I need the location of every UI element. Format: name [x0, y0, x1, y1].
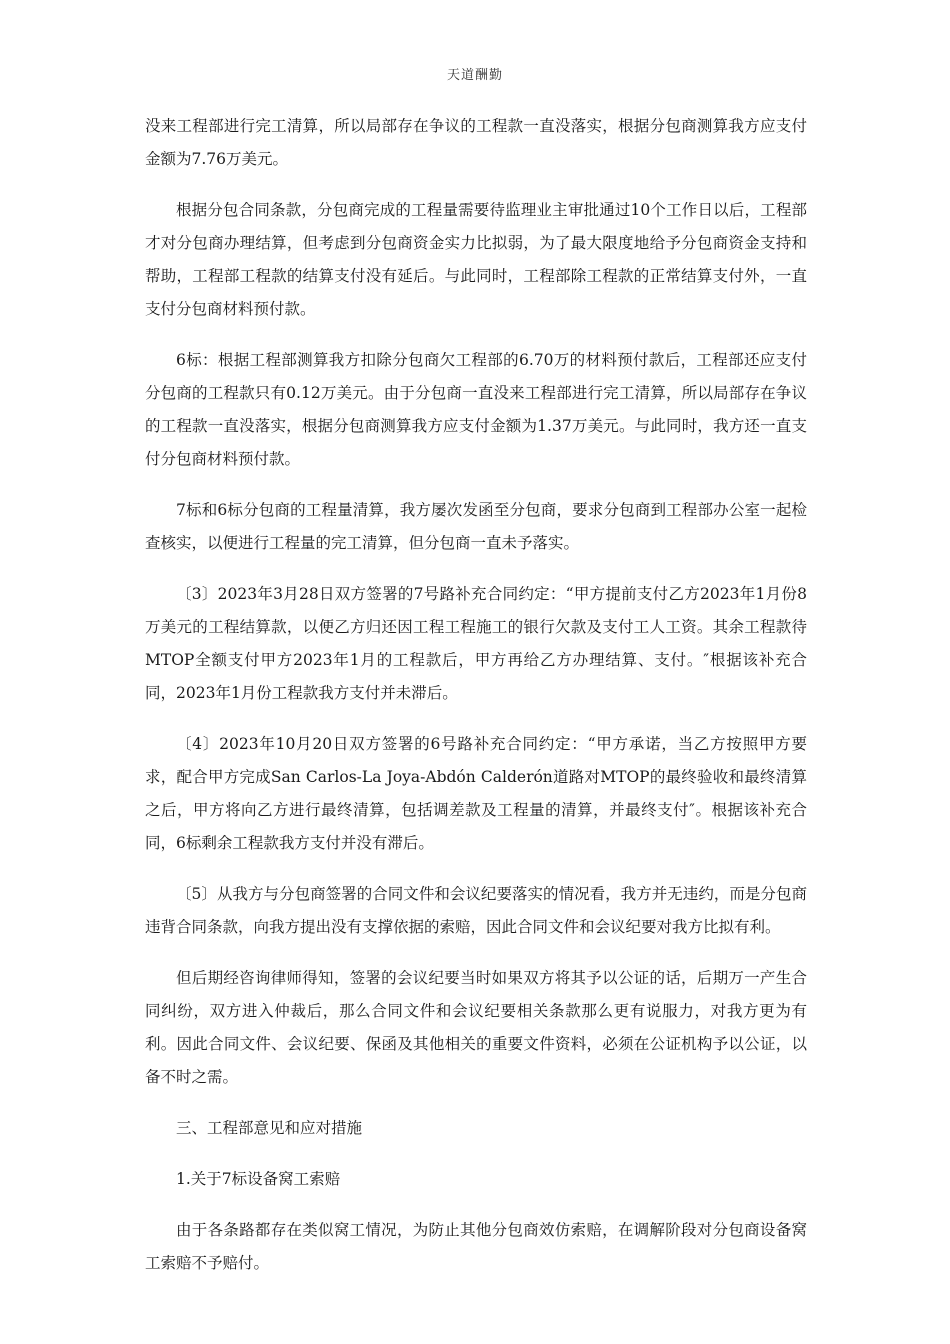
sub-heading: 1.关于7标设备窝工索赔 — [176, 1170, 341, 1188]
paragraph-settlement-terms: 根据分包合同条款，分包商完成的工程量需要待监理业主审批通过10个工作日以后，工程部才对分包商办理结算，但考虑到分包商资金实力比拟弱，为了最大限度地给予分包商资金支持和帮助，工程部工程款的结算支付没有延后。与此同时，工程部除工程款的正常结算支付外，一直支付分包商材料预付款。 — [145, 201, 807, 318]
document-body — [145, 110, 807, 1298]
paragraph-item-4: 〔4〕2023年10月20日双方签署的6号路补充合同约定：“甲方承诺，当乙方按照甲方要求，配合甲方完成San Carlos-La Joya-Abdón Calderón道路对MTOP的最终验收和最终清算之后，甲方将向乙方进行最终清算，包括调差款及工程量的清算，并最终支付″。根据该补充合同，6标剩余工程款我方支付并没有滞后。 — [145, 735, 807, 852]
paragraph-section-7-and-6: 7标和6标分包商的工程量清算，我方屡次发函至分包商，要求分包商到工程部办公室一起检查核实，以便进行工程量的完工清算，但分包商一直未予落实。 — [145, 501, 807, 552]
section-heading: 三、工程部意见和应对措施 — [176, 1119, 363, 1137]
page-header: 天道酬勤 — [446, 68, 503, 83]
paragraph-final: 由于各条路都存在类似窝工情况，为防止其他分包商效仿索赔，在调解阶段对分包商设备窝工索赔不予赔付。 — [145, 1221, 807, 1272]
paragraph-item-3: 〔3〕2023年3月28日双方签署的7号路补充合同约定：“甲方提前支付乙方2023年1月份8万美元的工程结算款，以便乙方归还因工程工程施工的银行欠款及支付工人工资。其余工程款待MTOP全额支付甲方2023年1月的工程款后，甲方再给乙方办理结算、支付。″根据该补充合同，2023年1月份工程款我方支付并未滞后。 — [145, 585, 807, 702]
paragraph-item-5: 〔5〕从我方与分包商签署的合同文件和会议纪要落实的情况看，我方并无违约，而是分包商违背合同条款，向我方提出没有支撑依据的索赔，因此合同文件和会议纪要对我方比拟有利。 — [145, 885, 807, 936]
paragraph-section-6: 6标：根据工程部测算我方扣除分包商欠工程部的6.70万的材料预付款后，工程部还应支付分包商的工程款只有0.12万美元。由于分包商一直没来工程部进行完工清算，所以局部存在争议的工程款一直没落实，根据分包商测算我方应支付金额为1.37万美元。与此同时，我方还一直支付分包商材料预付款。 — [145, 351, 807, 468]
paragraph-lawyer-advice: 但后期经咨询律师得知，签署的会议纪要当时如果双方将其予以公证的话，后期万一产生合同纠纷，双方进入仲裁后，那么合同文件和会议纪要相关条款那么更有说服力，对我方更为有利。因此合同文件、会议纪要、保函及其他相关的重要文件资料，必须在公证机构予以公证，以备不时之需。 — [145, 969, 807, 1086]
paragraph-continuation: 没来工程部进行完工清算，所以局部存在争议的工程款一直没落实，根据分包商测算我方应支付金额为7.76万美元。 — [145, 117, 807, 168]
